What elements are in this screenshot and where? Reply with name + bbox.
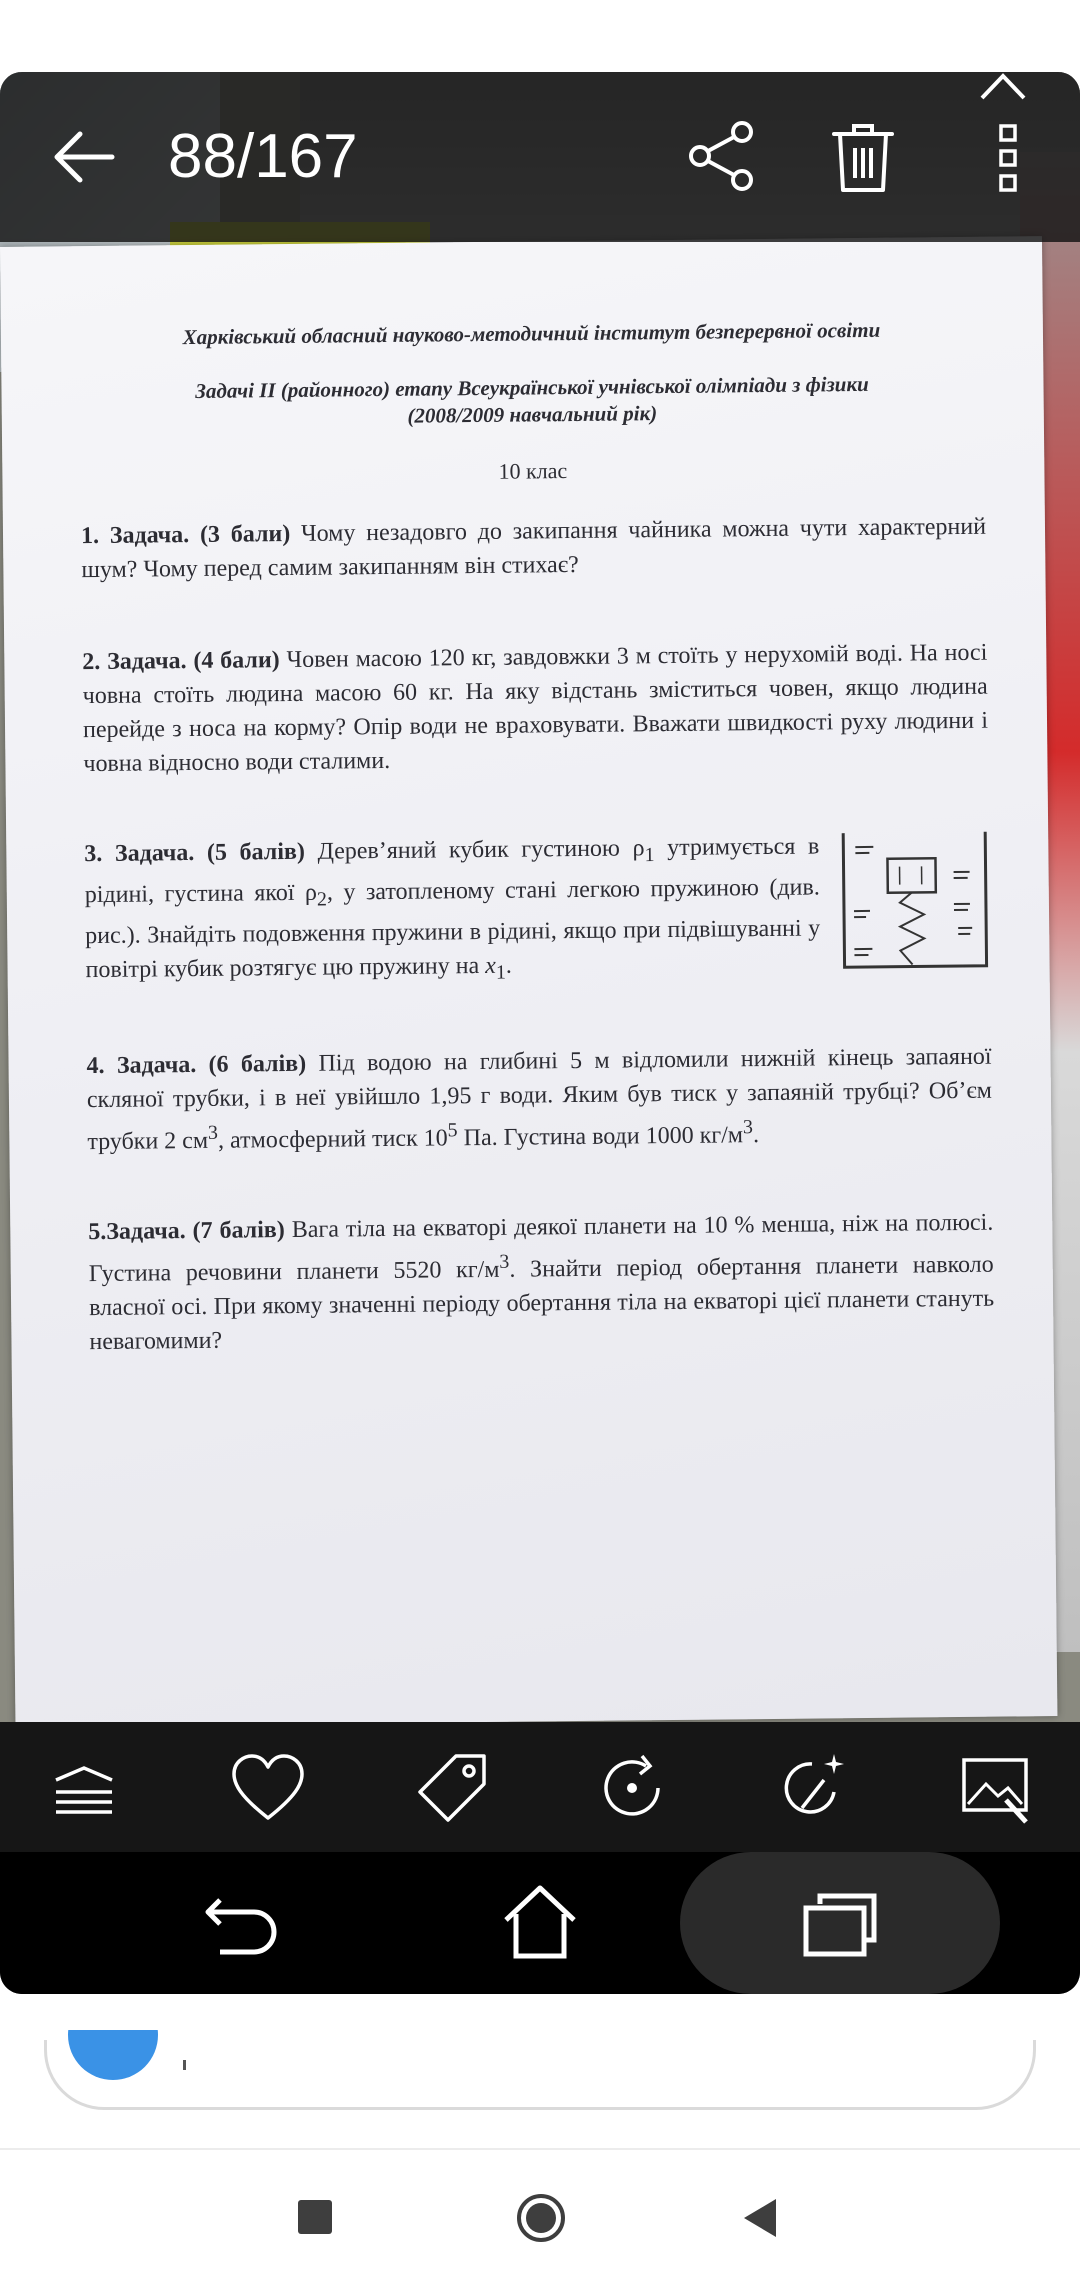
rotate-icon[interactable] [594, 1750, 670, 1826]
task-1 [81, 510, 987, 587]
task-2-text: Човен масою 120 кг, завдовжки 3 м стоїть у нерухомій воді. На носі човна стоїть людина масою 60 кг. На яку відстань зміститься човен, якщо людина перейде з носа на корму? Опір води не враховувати. Вважати швидкості руху людини і човна відносно води сталими. [82, 639, 989, 778]
home-icon[interactable] [515, 2192, 567, 2244]
heart-icon[interactable] [230, 1750, 306, 1826]
stage-heading-line1: Задачі ІІ (районного) етапу Всеукраїнської учнівської олімпіади з фізики [195, 371, 869, 403]
tag-icon[interactable] [414, 1750, 490, 1826]
task-3-head: 3. Задача. (5 балів) [84, 838, 306, 868]
card-text-fragment [183, 2060, 186, 2070]
task-3: 3. Задача. (5 балів) Дерев’яний кубик густиною $\rho_1$ утримується в рідині, густина якої $\rho_2$, у затопленому стані легкою пружиною (див. рис.). Знайдіть подовження пружини в рідині, якщо при підвішуванні у повітрі кубик розтягує цю пружину на $x_1$. [84, 833, 821, 984]
viewer-bottom-toolbar [0, 1722, 1080, 1852]
system-navigation-bar [0, 2150, 1080, 2280]
olympiad-document [79, 317, 995, 1360]
spring-cube-figure [839, 828, 990, 970]
close-icon[interactable] [978, 72, 1028, 100]
image-counter: 88/167 [168, 122, 358, 191]
grade-label: 10 клас [498, 458, 568, 484]
back-arrow-icon[interactable] [50, 124, 116, 190]
phone-recent-apps-icon[interactable] [800, 1890, 880, 1960]
institute-heading: Харківський обласний науково-методичний інститут безперервної освіти [182, 317, 881, 350]
answer-card [44, 2040, 1036, 2110]
more-vertical-icon[interactable] [990, 122, 1026, 194]
task-1-head: 1. Задача. (3 бали) [80, 520, 291, 550]
back-icon[interactable] [740, 2197, 780, 2239]
document-photo [0, 72, 1080, 1722]
phone-navigation-bar [0, 1852, 1080, 1994]
embedded-gallery-screenshot [0, 72, 1080, 1994]
task-5: 5.Задача. (7 балів) Вага тіла на екваторі деякої планети на 10 % менша, ніж на полюсі. Густина речовини планети 5520 $кг/м^3$. Знайти період обертання планети навколо власної осі. При якому значенні періоду обертання тіла на екваторі цієї планети стануть невагомими? [88, 1210, 995, 1356]
phone-home-icon[interactable] [500, 1882, 580, 1962]
task-4-head: 4. Задача. (6 балів) [86, 1051, 307, 1080]
task-4: 4. Задача. (6 балів) Під водою на глибині 5 м відломили нижній кінець запаяної скляної трубки, і в неї увійшло 1,95 г води. Яким був тиск у запаяній трубці? Об’єм трубки 2 $см^3$, атмосферний тиск $10^5$ Па. Густина води 1000 $кг/м^3$. [86, 1044, 993, 1156]
user-avatar[interactable] [68, 2030, 158, 2082]
edit-image-icon[interactable] [958, 1750, 1034, 1826]
task-1-text: Чому незадовго до закипання чайника можна чути характерний шум? Чому перед самим закипанням він стихає? [81, 513, 987, 584]
task-3-block [84, 828, 991, 994]
layers-icon[interactable] [46, 1750, 122, 1826]
task-2 [82, 636, 988, 781]
trash-icon[interactable] [830, 120, 896, 194]
recent-apps-icon[interactable] [298, 2200, 332, 2234]
magic-wand-icon[interactable] [778, 1750, 854, 1826]
task-2-head: 2. Задача. (4 бали) [82, 647, 280, 676]
viewer-top-bar [0, 72, 1080, 242]
task-5-head: 5.Задача. (7 балів) [88, 1217, 285, 1246]
paper-sheet [0, 236, 1057, 1722]
stage-heading-line2: (2008/2009 навчальний рік) [407, 401, 658, 428]
share-icon[interactable] [686, 120, 756, 192]
phone-back-icon[interactable] [200, 1890, 280, 1960]
